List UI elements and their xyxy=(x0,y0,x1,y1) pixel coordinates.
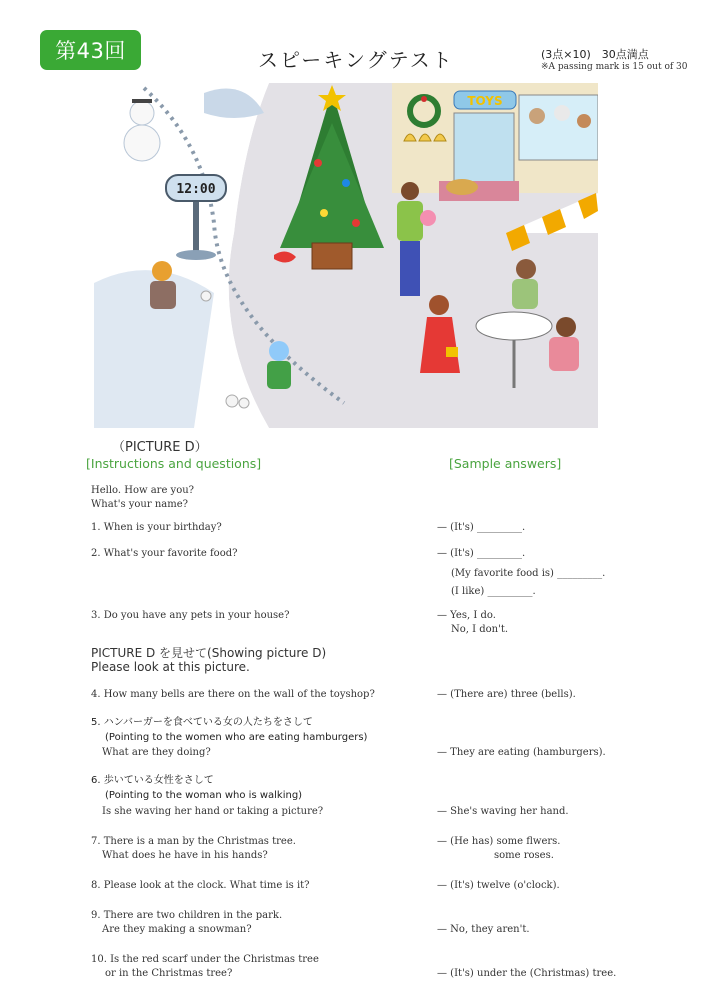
answer-2a: — (It's) _________. xyxy=(437,548,526,559)
answer-4: — (There are) three (bells). xyxy=(437,689,576,700)
picture-label: （PICTURE D） xyxy=(112,440,208,455)
answer-6: — She's waving her hand. xyxy=(437,806,569,817)
instructions-header: [Instructions and questions] xyxy=(86,456,262,471)
question-6-japanese: 6. 歩いている女性をさして xyxy=(91,775,214,786)
woman-eating xyxy=(516,259,536,279)
name-question: What's your name? xyxy=(91,499,188,510)
answers-header: [Sample answers] xyxy=(449,456,562,471)
picture-d-illustration xyxy=(94,83,598,428)
question-8: 8. Please look at the clock. What time is it? xyxy=(91,880,310,891)
answer-1: — (It's) _________. xyxy=(437,522,526,533)
question-9-line2: Are they making a snowman? xyxy=(102,924,252,935)
question-6: Is she waving her hand or taking a picture? xyxy=(102,806,324,817)
passing-mark-note: ※A passing mark is 15 out of 30 xyxy=(541,62,688,72)
snowman-icon xyxy=(124,125,160,161)
question-3: 3. Do you have any pets in your house? xyxy=(91,610,290,621)
question-10-line1: 10. Is the red scarf under the Christmas tree xyxy=(91,954,319,965)
question-5: What are they doing? xyxy=(102,747,211,758)
woman-eating xyxy=(556,317,576,337)
answer-5: — They are eating (hamburgers). xyxy=(437,747,606,758)
dog-icon xyxy=(446,179,478,195)
question-10-line2: or in the Christmas tree? xyxy=(105,968,233,979)
question-1: 1. When is your birthday? xyxy=(91,522,222,533)
answer-2c: (I like) _________. xyxy=(451,586,536,597)
clock-display: 12:00 xyxy=(176,182,216,197)
answer-3b: No, I don't. xyxy=(451,624,509,635)
question-6-pointing: (Pointing to the woman who is walking) xyxy=(105,790,303,801)
question-5-japanese: 5. ハンバーガーを食べている女の人たちをさして xyxy=(91,717,313,728)
question-7-line1: 7. There is a man by the Christmas tree. xyxy=(91,836,296,847)
show-picture-instruction: PICTURE D を見せて(Showing picture D) xyxy=(91,646,327,660)
test-number-badge: 第43回 xyxy=(40,30,141,70)
answer-2b: (My favorite food is) _________. xyxy=(451,568,606,579)
page-title: スピーキングテスト xyxy=(258,48,454,72)
question-2: 2. What's your favorite food? xyxy=(91,548,238,559)
answer-7a: — (He has) some flwers. xyxy=(437,836,561,847)
look-at-picture: Please look at this picture. xyxy=(91,660,250,674)
answer-10: — (It's) under the (Christmas) tree. xyxy=(437,968,617,979)
answer-9: — No, they aren't. xyxy=(437,924,530,935)
cafe-table xyxy=(476,312,552,340)
greeting-line: Hello. How are you? xyxy=(91,485,195,496)
question-5-pointing: (Pointing to the women who are eating hamburgers) xyxy=(105,732,368,743)
answer-3a: — Yes, I do. xyxy=(437,610,496,621)
walking-woman xyxy=(429,295,449,315)
question-7-line2: What does he have in his hands? xyxy=(102,850,268,861)
question-4: 4. How many bells are there on the wall of the toyshop? xyxy=(91,689,375,700)
answer-7b: some roses. xyxy=(494,850,554,861)
man-with-flowers xyxy=(401,182,419,200)
score-info: (3点×10) 30点満点 xyxy=(541,48,649,61)
answer-8: — (It's) twelve (o'clock). xyxy=(437,880,560,891)
toys-sign-text: TOYS xyxy=(467,94,503,108)
child-running xyxy=(269,341,289,361)
question-9-line1: 9. There are two children in the park. xyxy=(91,910,283,921)
child-throwing-snowball xyxy=(152,261,172,281)
